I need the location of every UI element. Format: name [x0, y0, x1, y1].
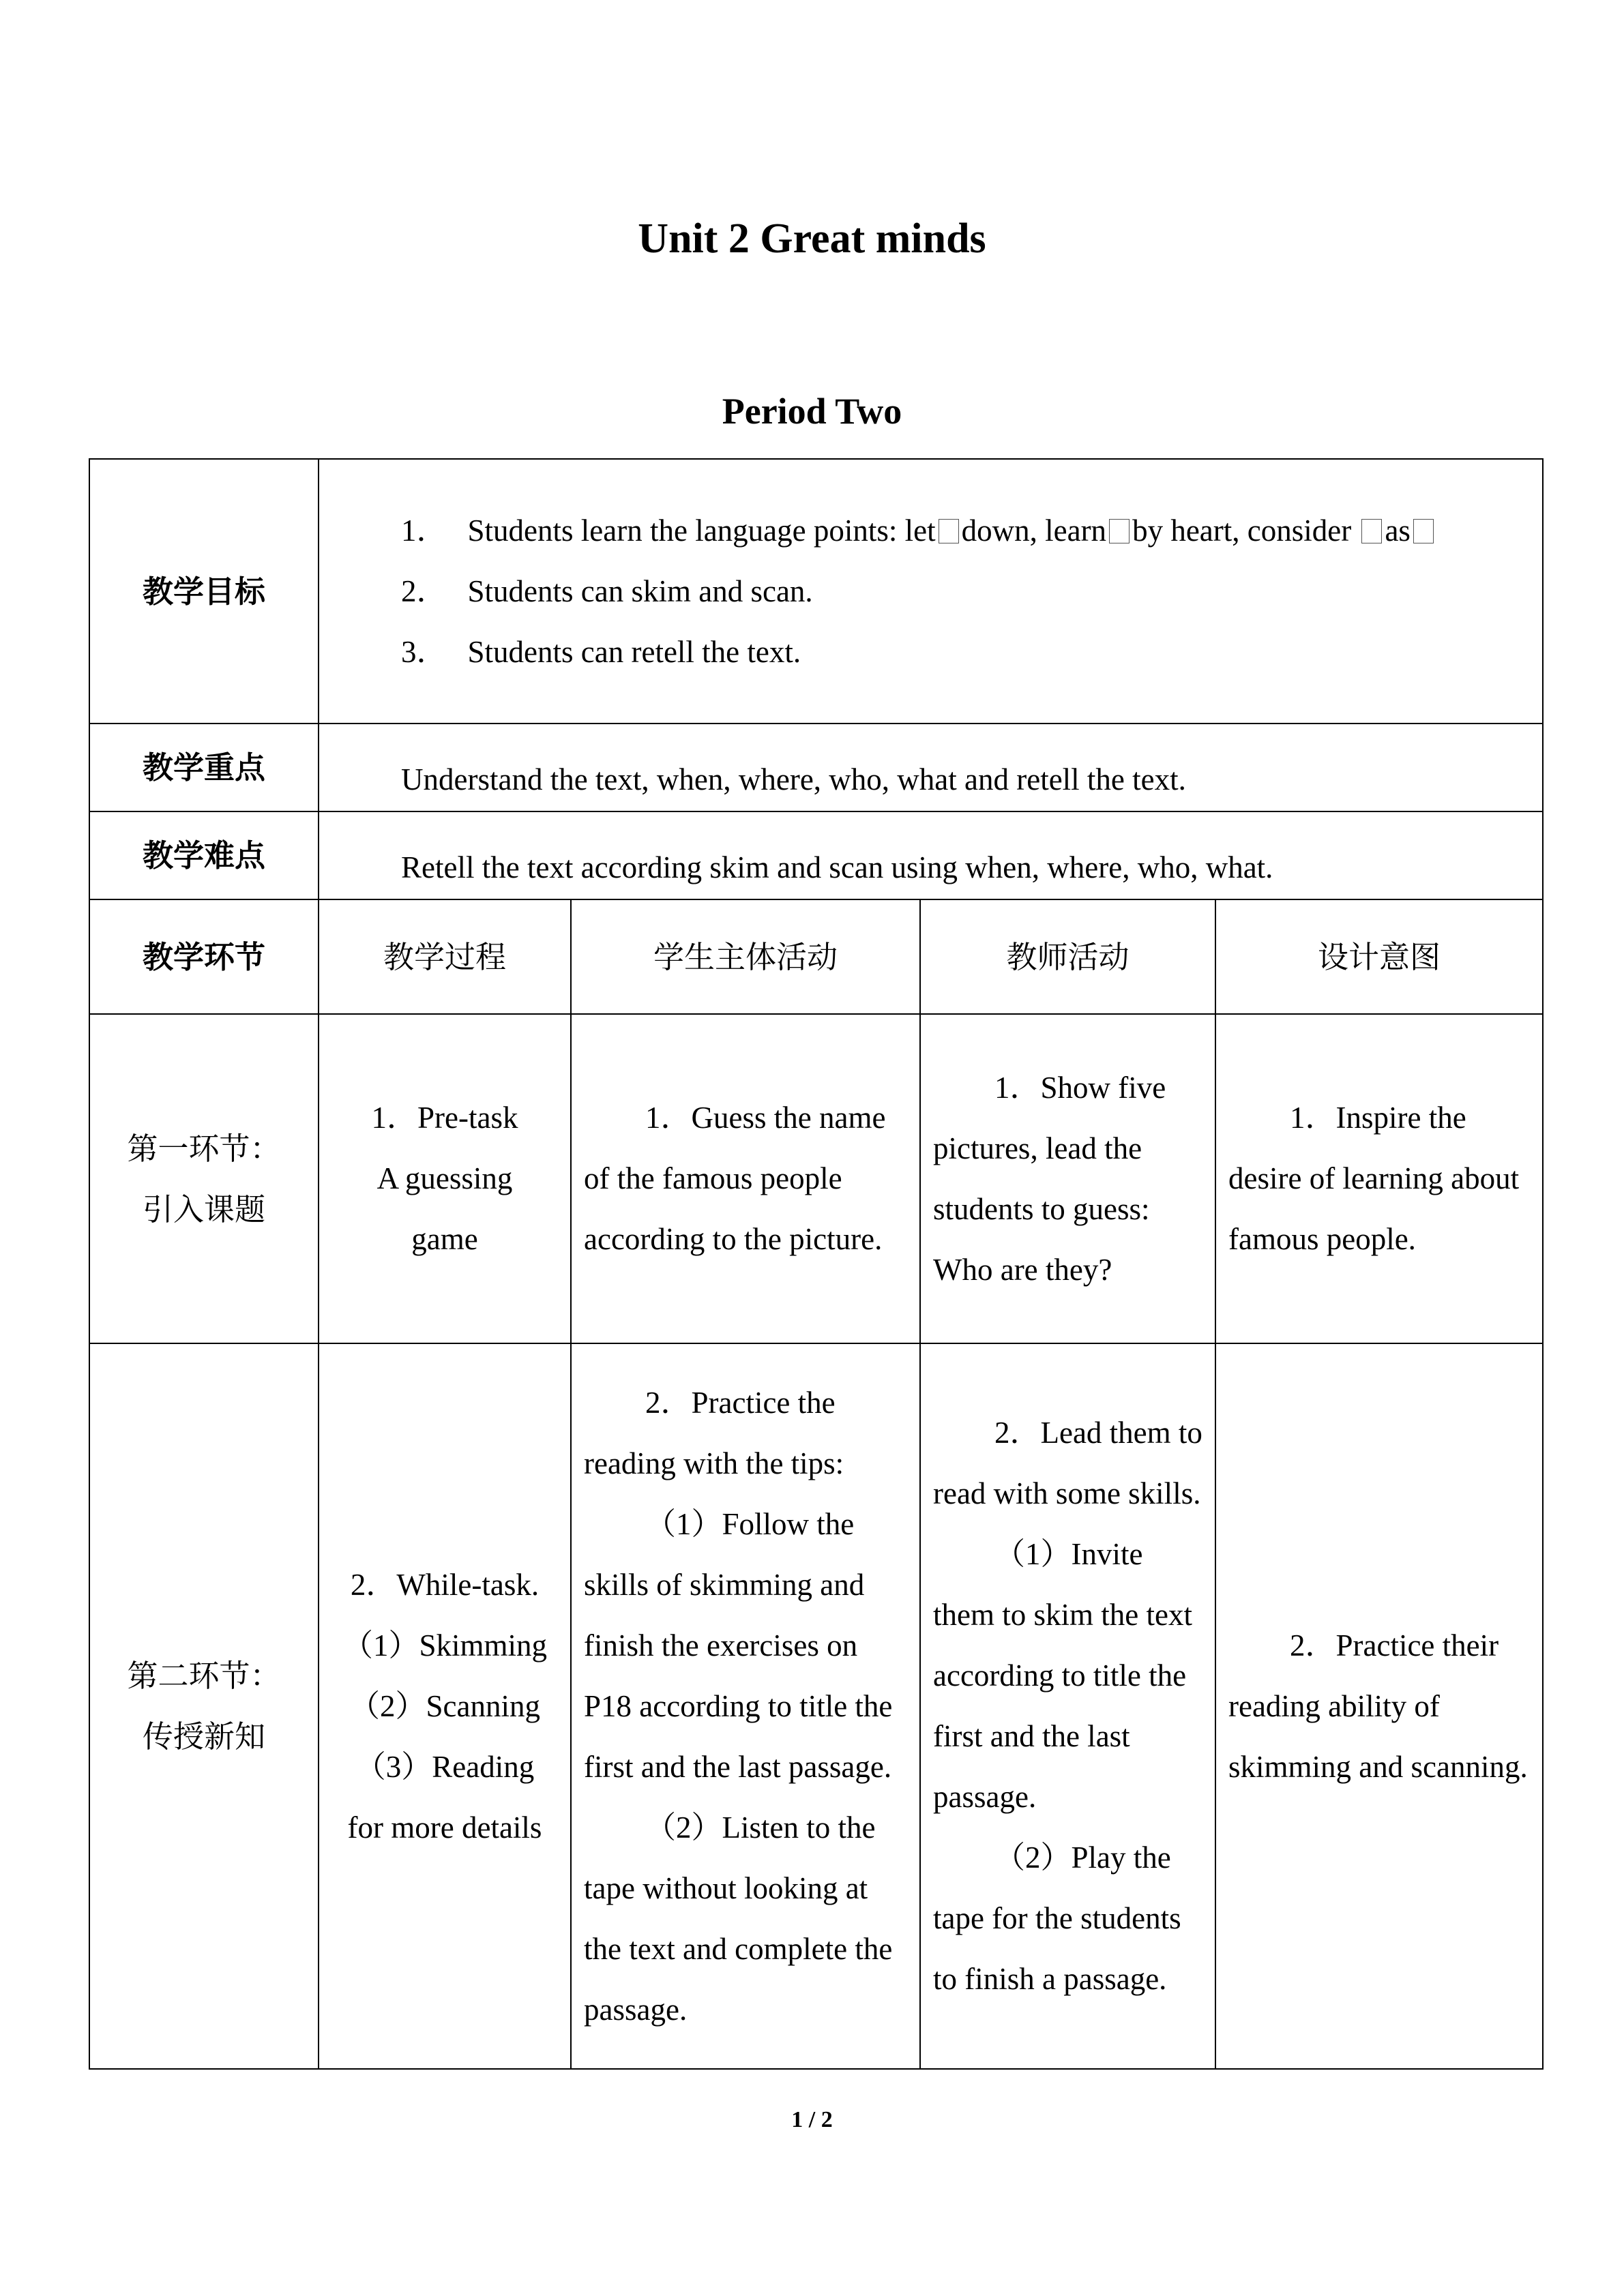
blank-box-icon	[939, 519, 959, 543]
teacher-column-header: 教师活动	[920, 899, 1215, 1014]
stage-2-design-intent: 2．Practice their reading ability of skimming and scanning.	[1215, 1343, 1543, 2069]
blank-box-icon	[1413, 519, 1434, 543]
stage-1-process: 1．Pre-task A guessing game	[319, 1014, 571, 1343]
stage-1-student-activity: 1．Guess the name of the famous people according to the picture.	[571, 1014, 920, 1343]
stage-2-process: 2．While-task. （1）Skimming （2）Scanning （3）Reading for more details	[319, 1343, 571, 2069]
objective-item: 3． Students can retell the text.	[401, 634, 801, 669]
objectives-row	[89, 459, 1543, 724]
difficulties-label: 教学难点	[89, 811, 319, 899]
stage-column-header: 教学环节	[89, 899, 319, 1014]
stage-2-row	[89, 1343, 1543, 2069]
difficulties-row	[89, 811, 1543, 899]
objective-item: 1． Students learn the language points: let down, learn by heart, consider as	[401, 501, 1542, 561]
stage-2-name: 第二环节： 传授新知	[89, 1343, 319, 2069]
key-points-row	[89, 724, 1543, 811]
stage-1-teacher-activity: 1．Show five pictures, lead the students to guess: Who are they?	[920, 1014, 1215, 1343]
document-title: Unit 2 Great minds	[638, 215, 986, 262]
key-points-text: Understand the text, when, where, who, what and retell the text.	[319, 724, 1543, 811]
blank-box-icon	[1361, 519, 1382, 543]
stage-1-design-intent: 1．Inspire the desire of learning about famous people.	[1215, 1014, 1543, 1343]
objective-item: 2． Students can skim and scan.	[401, 573, 813, 608]
column-header-row	[89, 899, 1543, 1014]
difficulties-text: Retell the text according skim and scan using when, where, who, what.	[319, 811, 1543, 899]
stage-1-row	[89, 1014, 1543, 1343]
key-points-label: 教学重点	[89, 724, 319, 811]
document-subtitle: Period Two	[722, 391, 902, 432]
objectives-label: 教学目标	[89, 459, 319, 724]
stage-2-teacher-activity: 2．Lead them to read with some skills. （1）Invite them to skim the text according to title the first and the last passage. （2）Play the tape for the students to finish a passage.	[920, 1343, 1215, 2069]
lesson-plan-table	[89, 458, 1544, 2070]
blank-box-icon	[1109, 519, 1130, 543]
student-column-header: 学生主体活动	[571, 899, 920, 1014]
intent-column-header: 设计意图	[1215, 899, 1543, 1014]
stage-1-name: 第一环节： 引入课题	[89, 1014, 319, 1343]
page-number: 1 / 2	[791, 2107, 833, 2132]
stage-2-student-activity: 2．Practice the reading with the tips: （1）Follow the skills of skimming and finish the exercises on P18 according to title the first and the last passage. （2）Listen to the tape without looking at the text and complete the passage.	[571, 1343, 920, 2069]
objectives-content	[319, 459, 1543, 724]
process-column-header: 教学过程	[319, 899, 571, 1014]
